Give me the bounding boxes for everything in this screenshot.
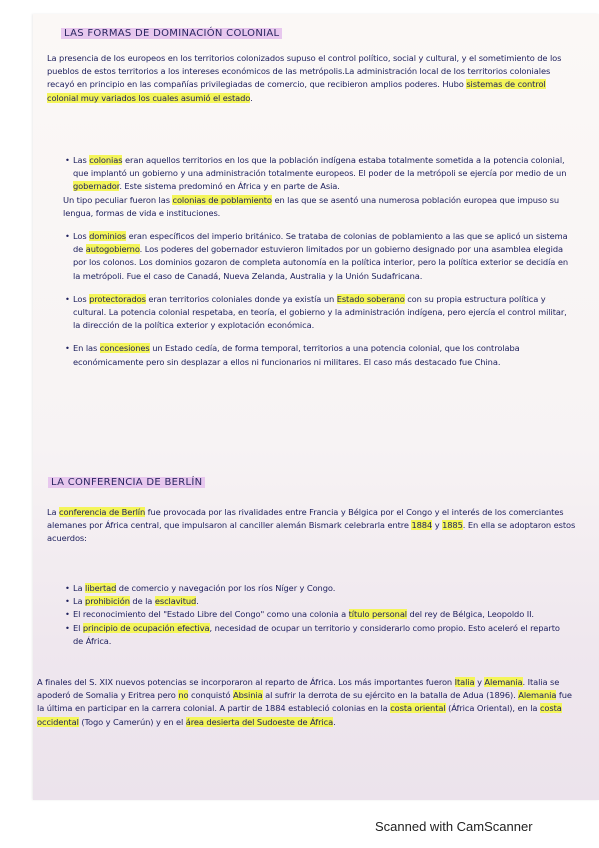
text-run: . Italia se apoderó de Somalia y Eritrea pero: [37, 677, 560, 701]
text-run: . Este sistema predominó en África y en parte de Asia.: [119, 181, 340, 192]
text-run: (Togo y Camerún) y en el: [78, 716, 186, 727]
bullet-ocupacion: [63, 622, 569, 648]
bullet-congo: [63, 608, 569, 621]
highlighted-term: no: [178, 690, 189, 701]
text-run: , necesidad de ocupar un territorio y considerarlo como propio. Esto aceleró el reparto de África.: [73, 622, 560, 646]
text-run: eran territorios coloniales donde ya existía un: [145, 293, 337, 304]
text-run: El reconocimiento del "Estado Libre del Congo" como una colonia a: [73, 609, 349, 620]
text-run: de comercio y navegación por los ríos Níger y Congo.: [116, 583, 336, 593]
bullet-protectorados: [63, 293, 569, 333]
text-run: de la: [129, 596, 155, 607]
highlighted-term: 1884: [411, 520, 433, 531]
text-run: (África Oriental), en la: [445, 703, 540, 714]
text-run: al sufrir la derrota de su ejército en la batalla de Adua (1896).: [262, 690, 519, 701]
highlighted-term: colonias de poblamiento: [172, 194, 272, 205]
berlin-intro-text: [47, 506, 577, 546]
highlighted-term: gobernador: [73, 181, 120, 192]
highlighted-term: colonias: [89, 155, 123, 165]
highlighted-term: Alemania: [518, 690, 557, 701]
text-run: con su propia estructura política y cultural. La potencia colonial respetaba, en teoría, el gobierno y la administración indígena, pero ejercía el control militar, la dirección de la política exterior y explotación económica.: [73, 293, 567, 331]
colonias-poblamiento-text: [63, 194, 569, 220]
bullet-libertad: [63, 582, 569, 595]
text-run: Las: [73, 155, 90, 165]
highlighted-term: costa occidental: [37, 703, 562, 727]
text-run: y: [432, 520, 443, 531]
text-run: La: [73, 583, 86, 593]
highlighted-term: sistemas de control colonial muy variados los cuales asumió el estado: [47, 79, 546, 103]
text-run: Los: [73, 231, 90, 242]
berlin-agreements-list: [63, 582, 569, 648]
closing-text: [37, 676, 577, 729]
text-run: A finales del S. XIX nuevos potencias se incorporaron al reparto de África. Los más importantes fueron: [37, 677, 455, 687]
text-run: del rey de Bélgica, Leopoldo II.: [407, 609, 534, 620]
text-run: La administración local de los territorios coloniales recayó en principio en las compañías privilegiadas de comercio, que recibieron amplios poderes. Hubo: [47, 66, 551, 90]
closing-paragraph: [37, 676, 577, 729]
highlighted-term: título personal: [348, 609, 408, 620]
text-run: .: [333, 716, 336, 727]
intro-paragraph: [47, 52, 577, 105]
intro-text: [47, 52, 577, 105]
highlighted-term: costa oriental: [390, 703, 446, 714]
highlighted-term: esclavitud: [154, 596, 197, 607]
highlighted-term: principio de ocupación efectiva: [82, 622, 210, 633]
highlighted-term: Estado soberano: [336, 293, 405, 304]
scanned-page: [33, 14, 599, 800]
text-run: En las: [73, 343, 100, 354]
bullet-dominios: [63, 230, 569, 283]
text-run: La presencia de los europeos en los territorios colonizados supuso el control político, social y cultural, y el sometimiento de los pueblos de estos territorios a los intereses económicos de las metrópolis.: [47, 53, 562, 77]
bullet-concesiones: [63, 342, 569, 368]
text-run: Los: [73, 293, 90, 304]
bullet-prohibicion: [63, 595, 569, 608]
berlin-intro-paragraph: [47, 506, 577, 546]
highlighted-term: Alemania: [484, 677, 523, 687]
text-run: Un tipo peculiar fueron las: [63, 194, 173, 205]
text-run: en las que se asentó una numerosa población europea que impuso su lengua, formas de vida e instituciones.: [63, 194, 560, 218]
highlighted-term: 1885: [442, 520, 463, 531]
text-run: fue provocada por las rivalidades entre Francia y Bélgica por el Congo y el interés de los comerciantes alemanes por África central, que impulsaron al canciller alemán Bismark celebrarla entre: [47, 507, 564, 531]
highlighted-term: dominios: [89, 231, 127, 242]
section-title-colonial-domination: LAS FORMAS DE DOMINACIÓN COLONIAL: [61, 28, 282, 39]
section-title-berlin-conference: LA CONFERENCIA DE BERLÍN: [48, 477, 205, 488]
text-run: fue la última en participar en la carrera colonial. A partir de 1884 estableció colonias en la: [37, 690, 572, 714]
colonial-systems-list: [63, 154, 569, 369]
text-run: .: [196, 596, 199, 607]
highlighted-term: conferencia de Berlín: [59, 507, 146, 517]
text-run: El: [73, 622, 83, 633]
highlighted-term: protectorados: [89, 293, 146, 304]
text-run: eran aquellos territorios en los que la población indígena estaba totalmente sometida a la potencia colonial, que implantó un gobierno y una administración totalmente europeos. El poder de la metrópoli se ejercía por medio de un: [73, 155, 567, 179]
text-run: La: [73, 596, 86, 607]
text-run: conquistó: [188, 690, 234, 701]
text-run: . En ella se adoptaron estos acuerdos:: [47, 520, 576, 544]
bullet-colonias: [63, 154, 569, 194]
text-run: y: [474, 677, 485, 687]
text-run: un Estado cedía, de forma temporal, territorios a una potencia colonial, que los controlaba económicamente pero sin desplazar a ellos ni funcionarios ni militares. El caso más destacado fue China.: [73, 343, 520, 367]
highlighted-term: Italia: [454, 677, 475, 687]
highlighted-term: autogobierno: [85, 244, 140, 255]
text-run: .: [250, 92, 253, 103]
highlighted-term: libertad: [85, 583, 117, 593]
highlighted-term: área desierta del Sudoeste de África: [185, 716, 334, 727]
text-run: eran específicos del imperio británico. Se trataba de colonias de poblamiento a las que se aplicó un sistema de: [73, 231, 568, 255]
highlighted-term: prohibición: [85, 596, 130, 607]
text-run: La: [47, 507, 60, 517]
text-run: . Los poderes del gobernador estuvieron limitados por un gobierno designado por una asamblea elegida por los colonos. Los dominios gozaron de completa autonomía en la política interior, pero la política exterior se decidía en la metrópoli. Fue el caso de Canadá, Nueva Zelanda, Australia y la Unión Sudafricana.: [73, 244, 568, 281]
highlighted-term: Absinia: [233, 690, 263, 701]
camscanner-watermark: Scanned with CamScanner: [375, 819, 533, 834]
highlighted-term: concesiones: [99, 343, 150, 354]
